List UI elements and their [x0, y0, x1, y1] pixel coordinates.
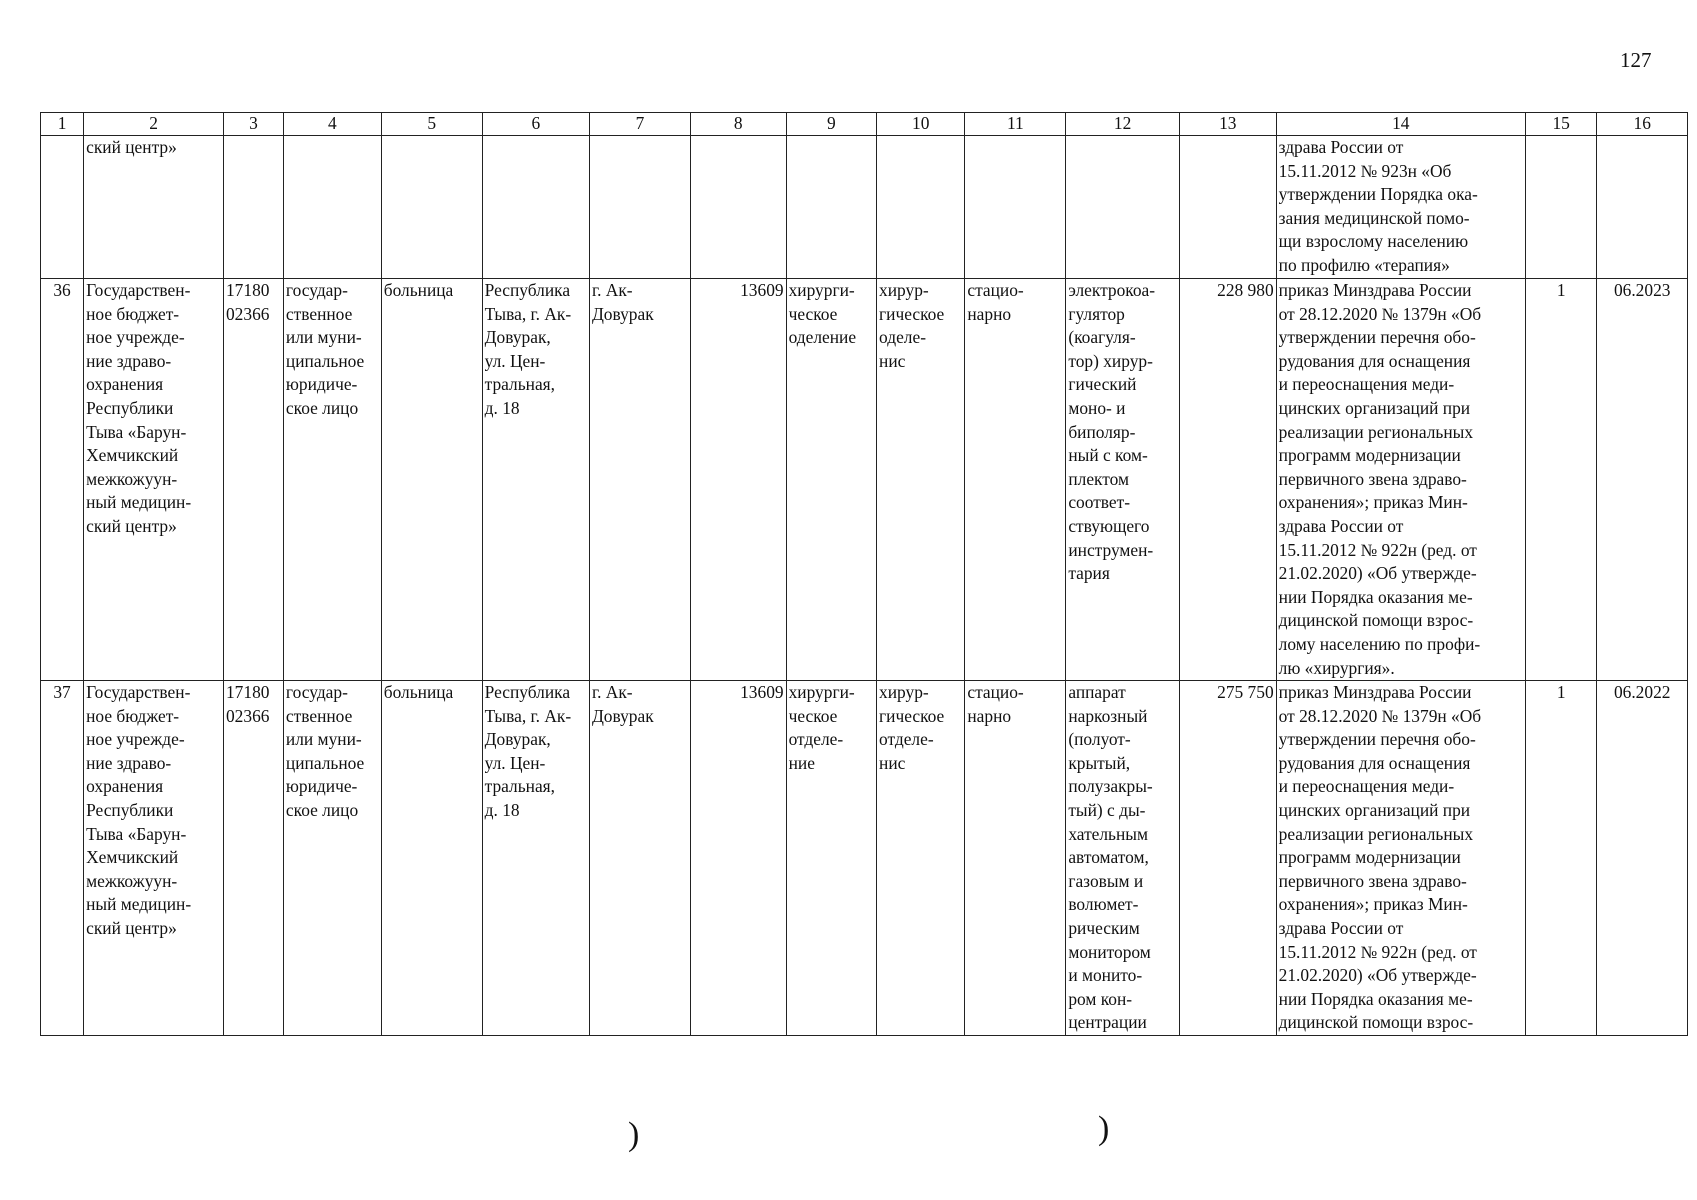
text-line: ственное — [285, 705, 353, 726]
due-date: 06.2022 — [1597, 681, 1688, 1036]
text-line: ное учрежде- — [86, 327, 185, 348]
col-header-12: 12 — [1066, 113, 1180, 136]
text-line: Довурак — [591, 303, 654, 324]
text-line: ский центр» — [86, 515, 177, 536]
text-line: хирур- — [879, 280, 929, 300]
col-header-3: 3 — [223, 113, 283, 136]
text-line: ние здраво- — [86, 350, 172, 371]
page-number: 127 — [1620, 48, 1652, 72]
text-line: утверждении перечня обо- — [1278, 729, 1476, 750]
text-line: ственное — [285, 303, 353, 324]
table-row — [41, 279, 1688, 681]
text-line: тор) хирур- — [1068, 350, 1153, 371]
text-line: оделе- — [879, 327, 926, 348]
text-line: крытый, — [1068, 752, 1131, 773]
text-line: г. Ак- — [591, 682, 633, 703]
text-line: охранения»; приказ Мин- — [1278, 492, 1468, 513]
text-line: тария — [1068, 563, 1110, 584]
text-line: ное бюджет- — [86, 705, 180, 726]
text-line: утверждении Порядка ока- — [1278, 184, 1478, 205]
text-line: охранения — [86, 374, 164, 395]
text-line: и монито- — [1068, 965, 1143, 986]
text-line: ципальное — [285, 350, 365, 371]
text-line: Республики — [86, 800, 174, 821]
text-line: соответ- — [1068, 492, 1131, 513]
text-line: цинских организаций при — [1278, 800, 1471, 821]
text-line: юридиче- — [285, 776, 358, 797]
text-line: хательным — [1068, 823, 1148, 844]
cell-c14 — [1276, 136, 1525, 279]
text-line: и переоснащения меди- — [1278, 776, 1455, 797]
text-line: и переоснащения меди- — [1278, 374, 1455, 395]
text-line: нарно — [967, 705, 1012, 726]
cell-c4 — [283, 136, 381, 279]
text-line: первичного звена здраво- — [1278, 870, 1467, 891]
text-line: больница — [383, 280, 454, 300]
text-line: нии Порядка оказания ме- — [1278, 988, 1473, 1009]
text-line: ский центр» — [86, 137, 177, 157]
col-header-2: 2 — [84, 113, 224, 136]
text-line: гическое — [879, 705, 945, 726]
text-line: хирурги- — [788, 280, 855, 300]
col-header-14: 14 — [1276, 113, 1525, 136]
department — [786, 279, 876, 681]
address — [482, 681, 589, 1036]
col-header-4: 4 — [283, 113, 381, 136]
text-line: зания медицинской помо- — [1278, 207, 1470, 228]
care-condition — [965, 279, 1066, 681]
text-line: рудования для оснащения — [1278, 752, 1471, 773]
text-line: щи взрослому населению — [1278, 231, 1469, 252]
text-line: электрокоа- — [1068, 280, 1156, 300]
text-line: моно- и — [1068, 397, 1126, 418]
col-header-1: 1 — [41, 113, 84, 136]
text-line: государ- — [285, 280, 348, 300]
text-line: 17180 — [225, 280, 270, 300]
text-line: газовым и — [1068, 870, 1144, 891]
text-line: здрава России от — [1278, 137, 1404, 157]
text-line: тральная, — [484, 776, 556, 797]
text-line: д. 18 — [484, 397, 520, 418]
text-line: центрации — [1068, 1012, 1147, 1033]
continuation-row — [41, 136, 1688, 279]
organization-name — [84, 681, 224, 1036]
text-line: Хемчикский — [86, 445, 179, 466]
text-line: стацио- — [967, 682, 1024, 703]
cell-c11 — [965, 136, 1066, 279]
text-line: приказ Минздрава России — [1278, 280, 1472, 300]
text-line: волюмет- — [1068, 894, 1139, 915]
scan-mark-right: ) — [1098, 1110, 1110, 1147]
col-header-16: 16 — [1597, 113, 1688, 136]
text-line: Довурак — [591, 705, 654, 726]
text-line: первичного звена здраво- — [1278, 468, 1467, 489]
text-line: Тыва «Барун- — [86, 823, 187, 844]
text-line: 17180 — [225, 682, 270, 703]
text-line: монитором — [1068, 941, 1151, 962]
text-line: ние здраво- — [86, 752, 172, 773]
text-line: 15.11.2012 № 923н «Об — [1278, 160, 1452, 181]
address — [482, 279, 589, 681]
equipment-cost: 228 980 — [1179, 279, 1276, 681]
text-line: рудования для оснащения — [1278, 350, 1471, 371]
text-line: программ модернизации — [1278, 445, 1461, 466]
text-line: реализации региональных — [1278, 421, 1474, 442]
text-line: Тыва, г. Ак- — [484, 303, 572, 324]
text-line: отделе- — [788, 729, 844, 750]
col-header-11: 11 — [965, 113, 1066, 136]
col-header-7: 7 — [589, 113, 690, 136]
text-line: 15.11.2012 № 922н (ред. от — [1278, 539, 1477, 560]
text-line: нии Порядка оказания ме- — [1278, 586, 1473, 607]
text-line: ское лицо — [285, 800, 359, 821]
col-header-9: 9 — [786, 113, 876, 136]
equipment-name — [1066, 279, 1180, 681]
text-line: или муни- — [285, 327, 362, 348]
text-line: больница — [383, 682, 454, 703]
cell-c1 — [41, 136, 84, 279]
cell-c2 — [84, 136, 224, 279]
row-number: 36 — [41, 279, 84, 681]
text-line: отделе- — [879, 729, 934, 750]
header-row — [41, 113, 1688, 136]
text-line: Тыва «Барун- — [86, 421, 187, 442]
text-line: лю «хирургия». — [1278, 657, 1395, 678]
care-condition — [965, 681, 1066, 1036]
cell-c10 — [877, 136, 965, 279]
text-line: ципальное — [285, 752, 365, 773]
text-line: охранения — [86, 776, 164, 797]
facility-type — [381, 681, 482, 1036]
text-line: ческое — [788, 705, 838, 726]
cell-c8 — [690, 136, 786, 279]
cell-c9 — [786, 136, 876, 279]
col-header-10: 10 — [877, 113, 965, 136]
legal-basis — [1276, 279, 1525, 681]
text-line: ный с ком- — [1068, 445, 1148, 466]
text-line: Хемчикский — [86, 847, 179, 868]
text-line: ческое — [788, 303, 838, 324]
text-line: реализации региональных — [1278, 823, 1474, 844]
cell-c13 — [1179, 136, 1276, 279]
text-line: Государствен- — [86, 280, 191, 300]
text-line: 02366 — [225, 705, 270, 726]
text-line: ние — [788, 752, 815, 773]
organization-name — [84, 279, 224, 681]
text-line: гический — [1068, 374, 1137, 395]
legal-basis — [1276, 681, 1525, 1036]
col-header-6: 6 — [482, 113, 589, 136]
text-line: тральная, — [484, 374, 556, 395]
legal-form — [283, 279, 381, 681]
equipment-table — [40, 112, 1688, 1036]
col-header-13: 13 — [1179, 113, 1276, 136]
cell-c15 — [1525, 136, 1597, 279]
text-line: или муни- — [285, 729, 362, 750]
text-line: Довурак, — [484, 729, 551, 750]
text-line: нарно — [967, 303, 1012, 324]
population: 13609 — [690, 279, 786, 681]
text-line: наркозный — [1068, 705, 1148, 726]
text-line: нис — [879, 350, 906, 371]
text-line: юридиче- — [285, 374, 358, 395]
text-line: ное учрежде- — [86, 729, 185, 750]
cell-c16 — [1597, 136, 1688, 279]
facility-type — [381, 279, 482, 681]
legal-form — [283, 681, 381, 1036]
due-date: 06.2023 — [1597, 279, 1688, 681]
row-number: 37 — [41, 681, 84, 1036]
table-row — [41, 681, 1688, 1036]
col-header-5: 5 — [381, 113, 482, 136]
text-line: полузакры- — [1068, 776, 1153, 797]
text-line: дицинской помощи взрос- — [1278, 1012, 1474, 1033]
department-profile — [877, 279, 965, 681]
text-line: плектом — [1068, 468, 1129, 489]
text-line: хирурги- — [788, 682, 855, 703]
locality — [589, 279, 690, 681]
locality — [589, 681, 690, 1036]
cell-c5 — [381, 136, 482, 279]
text-line: утверждении перечня обо- — [1278, 327, 1476, 348]
quantity: 1 — [1525, 279, 1597, 681]
text-line: охранения»; приказ Мин- — [1278, 894, 1468, 915]
text-line: гическое — [879, 303, 945, 324]
text-line: от 28.12.2020 № 1379н «Об — [1278, 303, 1482, 324]
text-line: ное бюджет- — [86, 303, 180, 324]
text-line: биполяр- — [1068, 421, 1136, 442]
text-line: Республика — [484, 682, 571, 703]
department — [786, 681, 876, 1036]
text-line: 21.02.2020) «Об утвержде- — [1278, 563, 1477, 584]
cell-c6 — [482, 136, 589, 279]
text-line: от 28.12.2020 № 1379н «Об — [1278, 705, 1482, 726]
inn-code — [223, 279, 283, 681]
text-line: рическим — [1068, 918, 1140, 939]
text-line: автоматом, — [1068, 847, 1149, 868]
text-line: цинских организаций при — [1278, 397, 1471, 418]
cell-c7 — [589, 136, 690, 279]
text-line: тый) с ды- — [1068, 800, 1146, 821]
text-line: 15.11.2012 № 922н (ред. от — [1278, 941, 1477, 962]
text-line: ский центр» — [86, 918, 177, 939]
col-header-8: 8 — [690, 113, 786, 136]
text-line: ское лицо — [285, 397, 359, 418]
text-line: лому населению по профи- — [1278, 633, 1481, 654]
population: 13609 — [690, 681, 786, 1036]
text-line: гулятор — [1068, 303, 1125, 324]
text-line: приказ Минздрава России — [1278, 682, 1472, 703]
text-line: оделение — [788, 327, 857, 348]
text-line: 02366 — [225, 303, 270, 324]
text-line: Государствен- — [86, 682, 191, 703]
text-line: 21.02.2020) «Об утвержде- — [1278, 965, 1477, 986]
department-profile — [877, 681, 965, 1036]
text-line: здрава России от — [1278, 515, 1404, 536]
text-line: (полуот- — [1068, 729, 1131, 750]
text-line: межкожуун- — [86, 870, 178, 891]
text-line: ный медицин- — [86, 894, 192, 915]
text-line: ный медицин- — [86, 492, 192, 513]
text-line: стацио- — [967, 280, 1024, 300]
text-line: ром кон- — [1068, 988, 1133, 1009]
text-line: ствующего — [1068, 515, 1150, 536]
text-line: межкожуун- — [86, 468, 178, 489]
inn-code — [223, 681, 283, 1036]
text-line: программ модернизации — [1278, 847, 1461, 868]
equipment-name — [1066, 681, 1180, 1036]
text-line: Республика — [484, 280, 571, 300]
text-line: г. Ак- — [591, 280, 633, 300]
text-line: (коагуля- — [1068, 327, 1136, 348]
text-line: здрава России от — [1278, 918, 1404, 939]
cell-c3 — [223, 136, 283, 279]
text-line: ул. Цен- — [484, 350, 546, 371]
text-line: Республики — [86, 397, 174, 418]
text-line: нис — [879, 752, 906, 773]
col-header-15: 15 — [1525, 113, 1597, 136]
cell-c12 — [1066, 136, 1180, 279]
text-line: ул. Цен- — [484, 752, 546, 773]
text-line: Довурак, — [484, 327, 551, 348]
text-line: государ- — [285, 682, 348, 703]
text-line: инструмен- — [1068, 539, 1154, 560]
text-line: по профилю «терапия» — [1278, 254, 1450, 275]
scan-mark-left: ) — [628, 1116, 640, 1153]
text-line: хирур- — [879, 682, 929, 703]
text-line: аппарат — [1068, 682, 1126, 703]
text-line: д. 18 — [484, 800, 520, 821]
text-line: дицинской помощи взрос- — [1278, 610, 1474, 631]
text-line: Тыва, г. Ак- — [484, 705, 572, 726]
equipment-cost: 275 750 — [1179, 681, 1276, 1036]
quantity: 1 — [1525, 681, 1597, 1036]
